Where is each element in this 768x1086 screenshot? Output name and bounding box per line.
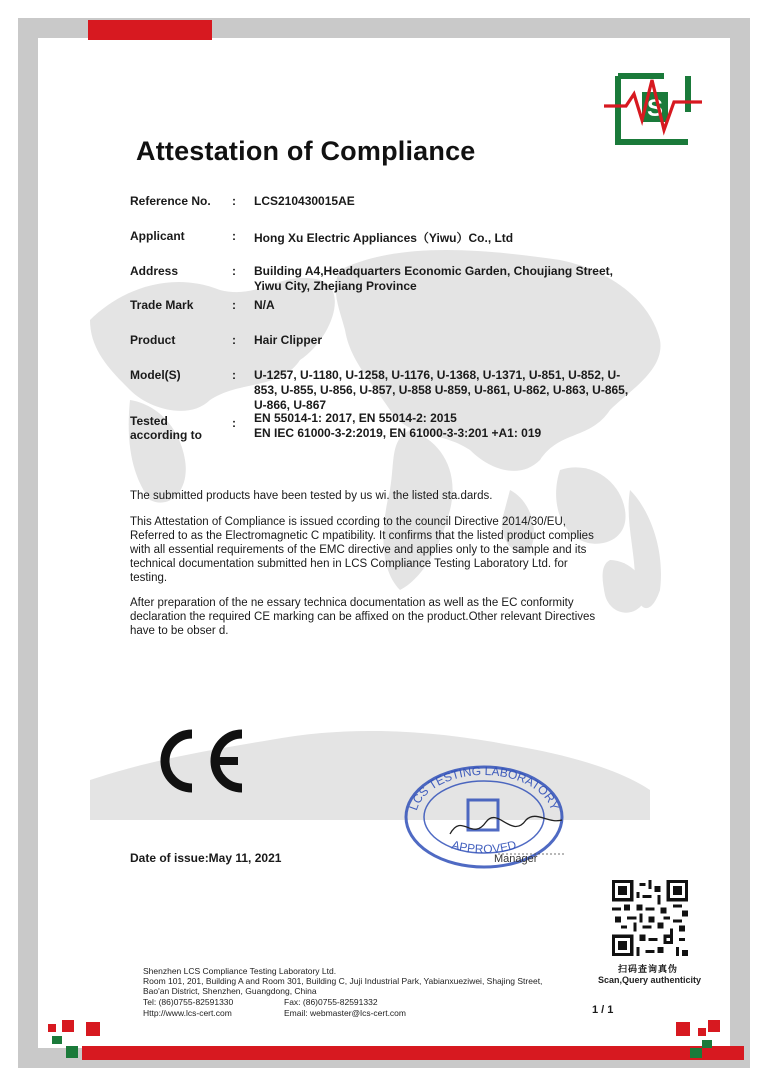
models-value-line1: U-1257, U-1180, U-1258, U-1176, U-1368, U-1371, U-851, U-852, U- [254, 368, 621, 382]
paragraph-attestation [130, 515, 640, 585]
paragraph-line: Referred to as the Electromagnetic C mpatibility. It confirms that the listed product complies [130, 530, 594, 542]
applicant-label: Applicant [130, 229, 185, 243]
paragraph-preparation [130, 596, 640, 638]
address-value-line2: Yiwu City, Zhejiang Province [254, 279, 417, 293]
applicant-colon: : [232, 229, 236, 243]
decor-square [690, 1048, 702, 1058]
manager-label: Manager [494, 853, 538, 865]
reference-value: LCS210430015AE [254, 194, 355, 208]
tested-value-line1: EN 55014-1: 2017, EN 55014-2: 2015 [254, 411, 457, 425]
address-colon: : [232, 264, 236, 278]
reference-label: Reference No. [130, 194, 211, 208]
trademark-value: N/A [254, 298, 275, 312]
svg-text:S: S [646, 95, 664, 122]
decor-square [62, 1020, 74, 1032]
address-label: Address [130, 264, 179, 278]
decor-square [676, 1022, 690, 1036]
trademark-label: Trade Mark [130, 298, 194, 312]
reference-colon: : [232, 194, 236, 208]
trademark-colon: : [232, 298, 236, 312]
svg-text:APPROVED: APPROVED [450, 837, 518, 857]
footer-fax: Fax: (86)0755-82591332 [284, 997, 378, 1007]
red-bottom-bar [82, 1046, 744, 1060]
red-top-tab [88, 20, 212, 40]
paragraph-line: declaration the required CE marking can be affixed on the product.Other relevant Directives [130, 611, 596, 623]
address-value-line1: Building A4,Headquarters Economic Garden, Choujiang Street, [254, 264, 613, 278]
paragraph-line: have to be obser d. [130, 625, 229, 637]
applicant-value: Hong Xu Electric Appliances（Yiwu）Co., Ltd [254, 231, 514, 245]
product-colon: : [232, 333, 236, 347]
tested-value-line2: EN IEC 61000-3-2:2019, EN 61000-3-3:201 +A1: 019 [254, 426, 542, 440]
models-value-line3: U-866, U-867 [254, 398, 327, 412]
paragraph-line: After preparation of the ne essary technica documentation as well as the EC conformity [130, 597, 574, 609]
ce-mark [148, 726, 248, 796]
footer-web[interactable]: Http://www.lcs-cert.com [143, 1008, 232, 1018]
decor-square [708, 1020, 720, 1032]
footer-address-line1: Room 101, 201, Building A and Room 301, Building C, Juji Industrial Park, Yabianxueziwei, Shajing Street, [143, 976, 543, 986]
decor-square [86, 1022, 100, 1036]
page-title: Attestation of Compliance [136, 136, 476, 166]
date-of-issue: Date of issue:May 11, 2021 [130, 851, 282, 865]
approval-stamp [402, 762, 572, 872]
page-number: 1 / 1 [592, 1004, 614, 1016]
footer-company: Shenzhen LCS Compliance Testing Laboratory Ltd. [143, 966, 337, 976]
decor-square [702, 1040, 712, 1048]
qr-code[interactable] [612, 880, 688, 956]
qr-label-chinese: 扫码查询真伪 [618, 964, 679, 974]
product-value: Hair Clipper [254, 333, 323, 347]
qr-label-english: Scan,Query authenticity [598, 975, 702, 985]
models-colon: : [232, 368, 236, 382]
svg-text:LCS TESTING LABORATORY: LCS TESTING LABORATORY [406, 763, 562, 813]
models-value-line2: 853, U-855, U-856, U-857, U-858 U-859, U-861, U-862, U-863, U-865, [254, 383, 629, 397]
footer-email[interactable]: Email: webmaster@lcs-cert.com [284, 1008, 406, 1018]
lcs-logo [604, 72, 702, 148]
tested-label-line1: Tested [130, 414, 168, 428]
paragraph-line: with all essential requirements of the EMC directive and applies only to the sample and its [130, 544, 587, 556]
paragraph-line: This Attestation of Compliance is issued ccording to the council Directive 2014/30/EU, [130, 516, 566, 528]
paragraph-line: technical documentation submitted hen in LCS Compliance Testing Laboratory Ltd. for [130, 558, 568, 570]
tested-label-line2: according to [130, 428, 203, 442]
tested-colon: : [232, 416, 236, 430]
decor-square [48, 1024, 56, 1032]
product-label: Product [130, 333, 176, 347]
footer-address-line2: Bao'an District, Shenzhen, Guangdong, China [143, 986, 317, 996]
footer-tel: Tel: (86)0755-82591330 [143, 997, 234, 1007]
paragraph-line: The submitted products have been tested by us wi. the listed sta.dards. [130, 490, 493, 502]
models-label: Model(S) [130, 368, 181, 382]
decor-square [66, 1046, 78, 1058]
paragraph-line: testing. [130, 572, 168, 584]
decor-square [52, 1036, 62, 1044]
paragraph-submitted [130, 489, 640, 503]
decor-square [698, 1028, 706, 1036]
